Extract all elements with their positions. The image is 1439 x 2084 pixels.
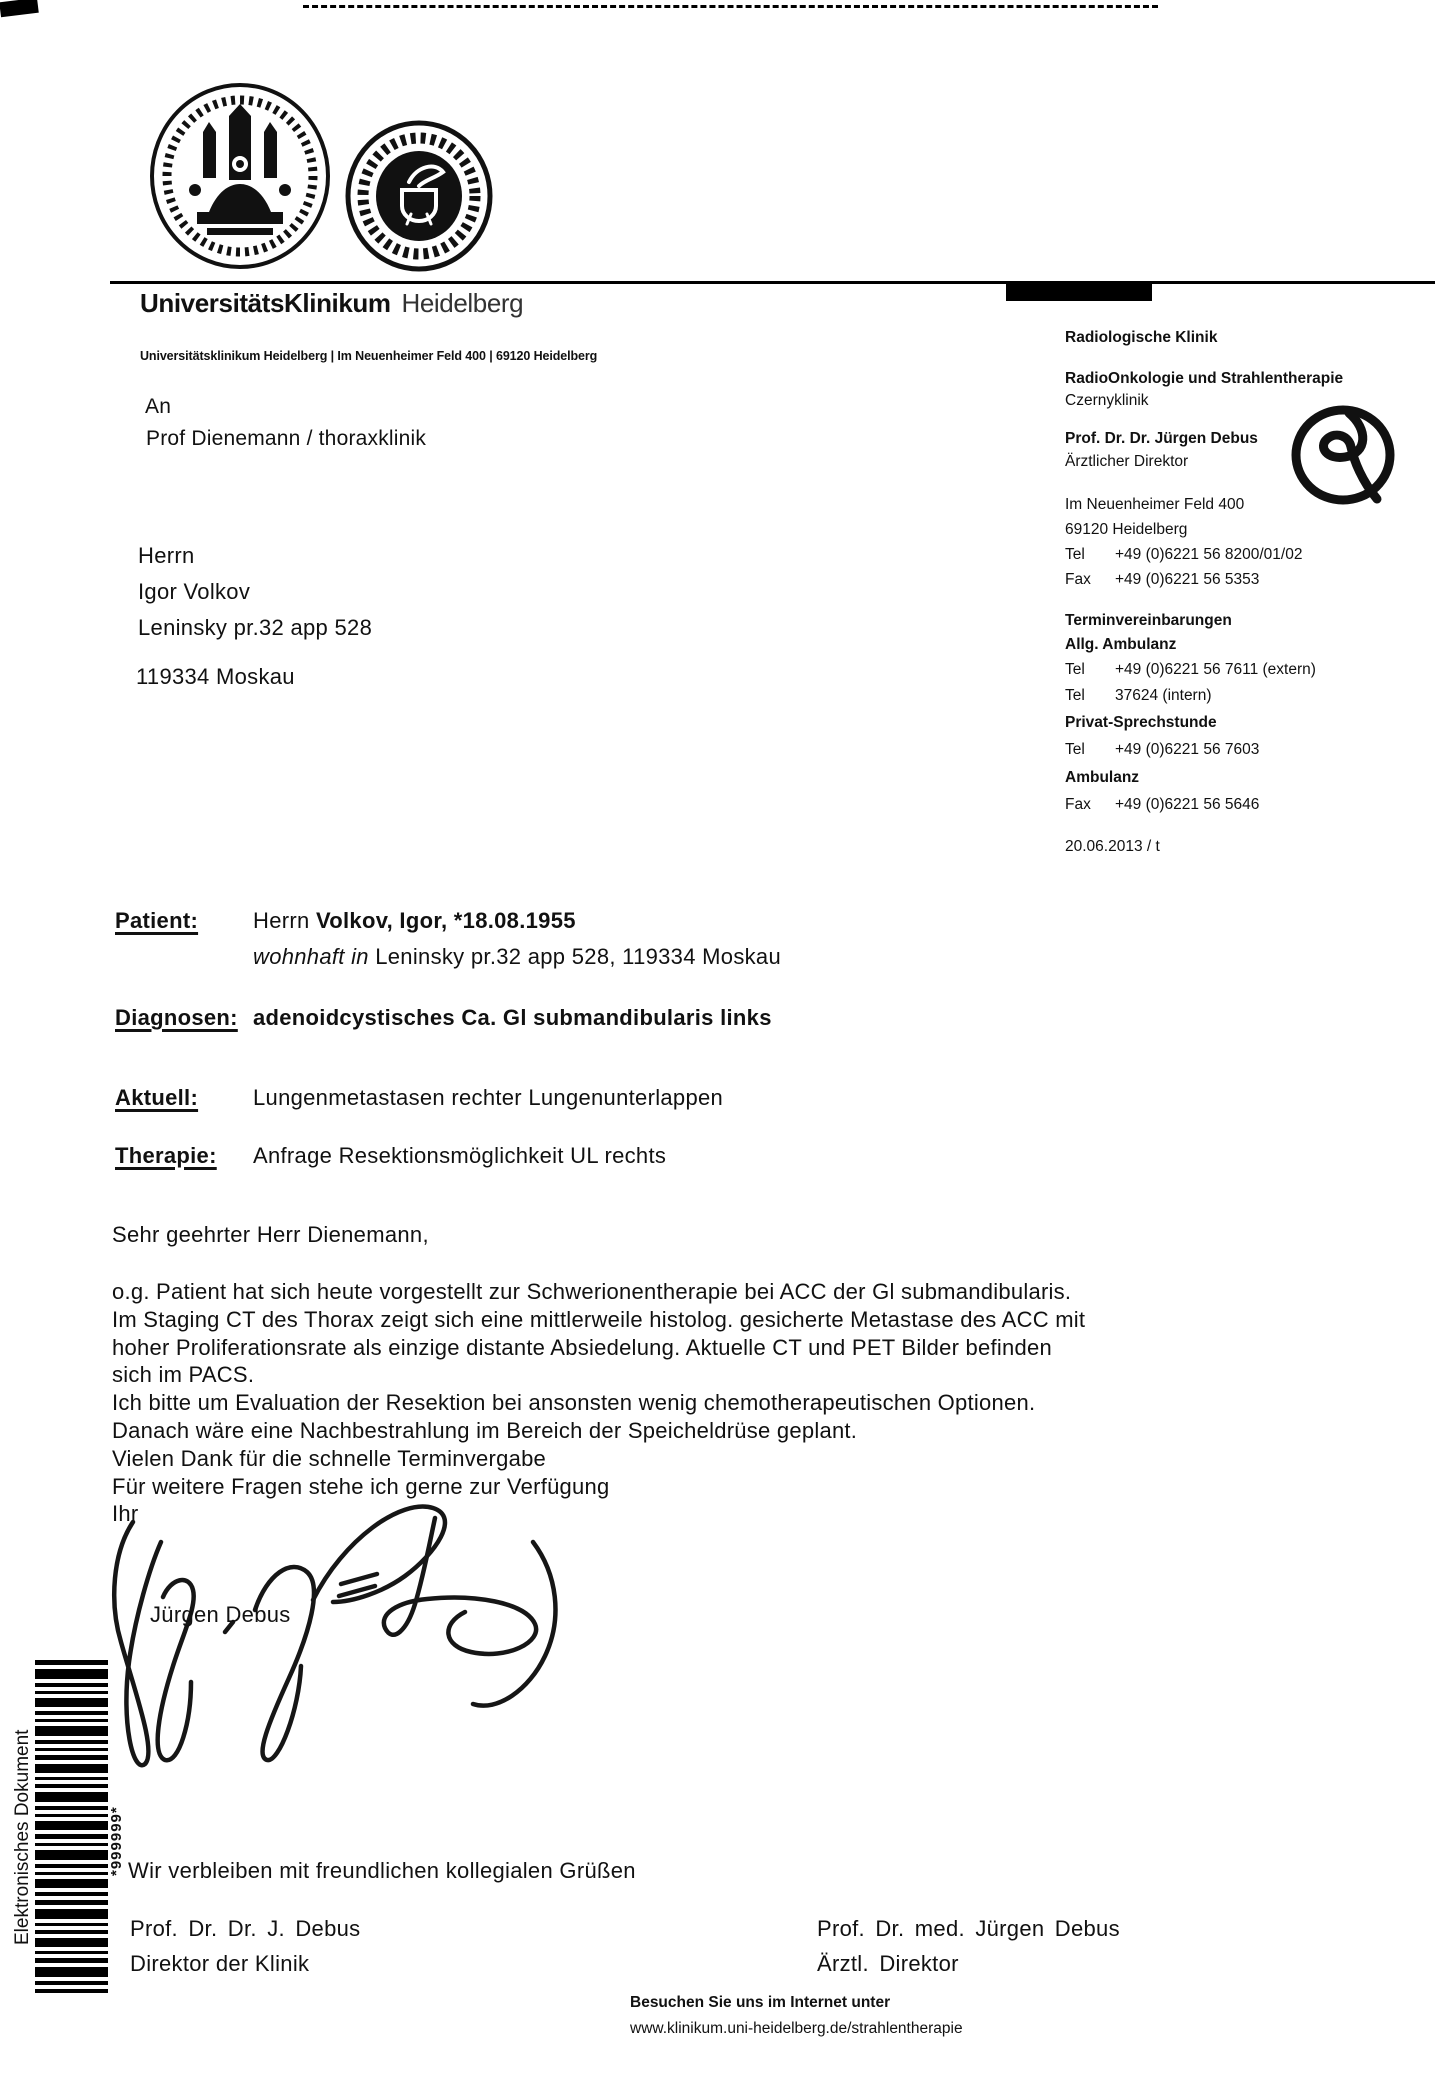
recipient-to-line: Prof Dienemann / thoraxklinik <box>146 427 427 450</box>
signer-right-title: Ärztl. Direktor <box>817 1951 959 1976</box>
fax-label: Fax <box>1065 571 1091 588</box>
fax-ambulance-value: +49 (0)6221 56 5646 <box>1115 796 1260 813</box>
date-reference: 20.06.2013 / t <box>1065 838 1160 855</box>
fax-label: Fax <box>1065 796 1091 813</box>
contact-tel-private <box>1065 741 1259 760</box>
signature-printed-name: Jürgen Debus <box>150 1602 291 1627</box>
footer-visit-line: Besuchen Sie uns im Internet unter <box>630 1994 891 2011</box>
footer-url: www.klinikum.uni-heidelberg.de/strahlentherapie <box>630 2020 963 2037</box>
body-line: o.g. Patient hat sich heute vorgestellt zur Schwerionentherapie bei ACC der Gl submandibularis. <box>112 1279 1072 1304</box>
barcode-text: *999999* <box>108 1806 125 1876</box>
recipient-city: 119334 Moskau <box>136 664 295 689</box>
closing-line: Wir verbleiben mit freundlichen kollegialen Grüßen <box>128 1858 636 1883</box>
body-line: sich im PACS. <box>112 1362 255 1388</box>
electronic-document-label: Elektronisches Dokument <box>12 1729 33 1945</box>
recipient-to-label: An <box>145 395 172 418</box>
body-line: Vielen Dank für die schnelle Terminvergabe <box>112 1445 547 1471</box>
contact-street: Im Neuenheimer Feld 400 <box>1065 496 1245 513</box>
tel-private-value: +49 (0)6221 56 7603 <box>1115 741 1260 758</box>
tel-main-value: +49 (0)6221 56 8200/01/02 <box>1115 546 1303 563</box>
medical-faculty-seal-icon <box>343 118 495 274</box>
contact-private-header: Privat-Sprechstunde <box>1065 714 1217 731</box>
current-label: Aktuell: <box>115 1085 199 1110</box>
tel-label: Tel <box>1065 741 1085 758</box>
body-line: Ich bitte um Evaluation der Resektion bei ansonsten wenig chemotherapeutischen Optionen. <box>112 1390 1036 1416</box>
body-line: Danach wäre eine Nachbestrahlung im Bereich der Speicheldrüse geplant. <box>112 1417 858 1443</box>
recipient-honorific: Herrn <box>138 543 195 568</box>
org-title <box>140 288 523 319</box>
tel-intern-value: 37624 (intern) <box>1115 687 1212 704</box>
university-seal-icon <box>147 80 333 272</box>
contact-tel-extern <box>1065 661 1316 680</box>
contact-director-title: Ärztlicher Direktor <box>1065 453 1189 470</box>
recipient-name: Igor Volkov <box>138 579 251 604</box>
tel-label: Tel <box>1065 687 1085 704</box>
therapy-label: Therapie: <box>115 1143 217 1168</box>
signer-left-name: Prof. Dr. Dr. J. Debus <box>130 1916 361 1941</box>
contact-appointments-header: Terminvereinbarungen <box>1065 612 1232 629</box>
fax-main-value: +49 (0)6221 56 5353 <box>1115 571 1260 588</box>
scan-dashed-line <box>303 5 1158 8</box>
tel-label: Tel <box>1065 546 1085 563</box>
signer-right-name: Prof. Dr. med. Jürgen Debus <box>817 1916 1120 1941</box>
body-line: hoher Proliferationsrate als einzige distante Absiedelung. Aktuelle CT und PET Bilder befinden <box>112 1334 1052 1360</box>
contact-director: Prof. Dr. Dr. Jürgen Debus <box>1065 430 1258 447</box>
patient-prefix: Herrn <box>253 908 316 933</box>
residence-lead: wohnhaft in <box>253 944 369 969</box>
header-black-bar <box>1006 284 1152 301</box>
tel-extern-value: +49 (0)6221 56 7611 (extern) <box>1115 661 1316 678</box>
body-salutation: Sehr geehrter Herr Dienemann, <box>112 1222 429 1247</box>
contact-tel-intern <box>1065 687 1212 706</box>
body-line: Im Staging CT des Thorax zeigt sich eine mittlerweile histolog. gesicherte Metastase des ACC mit <box>112 1306 1086 1332</box>
barcode-icon <box>35 1660 108 1993</box>
diagnoses-value: adenoidcystisches Ca. Gl submandibularis links <box>253 1005 772 1030</box>
contact-city: 69120 Heidelberg <box>1065 521 1188 538</box>
recipient-street: Leninsky pr.32 app 528 <box>138 615 373 640</box>
contact-building: Czernyklinik <box>1065 392 1149 409</box>
contact-fax-main <box>1065 571 1259 590</box>
patient-label: Patient: <box>115 908 199 933</box>
therapy-value: Anfrage Resektionsmöglichkeit UL rechts <box>253 1143 667 1168</box>
letterhead-rule <box>110 281 1435 284</box>
contact-unit: RadioOnkologie und Strahlentherapie <box>1065 370 1344 387</box>
current-value: Lungenmetastasen rechter Lungenunterlappen <box>253 1085 724 1110</box>
body-line: Ihr <box>112 1501 139 1527</box>
sender-return-line: Universitätsklinikum Heidelberg | Im Neuenheimer Feld 400 | 69120 Heidelberg <box>140 349 598 363</box>
signer-left-title: Direktor der Klinik <box>130 1951 310 1976</box>
org-region: Heidelberg <box>401 288 524 318</box>
contact-ambulance-header: Ambulanz <box>1065 769 1140 786</box>
patient-value <box>253 908 576 934</box>
contact-general-ambulance-header: Allg. Ambulanz <box>1065 636 1177 653</box>
org-name: UniversitätsKlinikum <box>140 288 391 318</box>
contact-fax-ambulance <box>1065 796 1259 815</box>
body-line: Für weitere Fragen stehe ich gerne zur Verfügung <box>112 1473 610 1499</box>
contact-dept: Radiologische Klinik <box>1065 329 1218 346</box>
radiology-clinic-logo-icon <box>1287 403 1399 507</box>
patient-name: Volkov, Igor, *18.08.1955 <box>315 908 576 933</box>
diagnoses-label: Diagnosen: <box>115 1005 238 1030</box>
contact-tel-main <box>1065 546 1302 565</box>
patient-residence <box>253 944 781 970</box>
residence-rest: Leninsky pr.32 app 528, 119334 Moskau <box>368 944 781 969</box>
scan-corner-mark <box>0 0 39 17</box>
tel-label: Tel <box>1065 661 1085 678</box>
